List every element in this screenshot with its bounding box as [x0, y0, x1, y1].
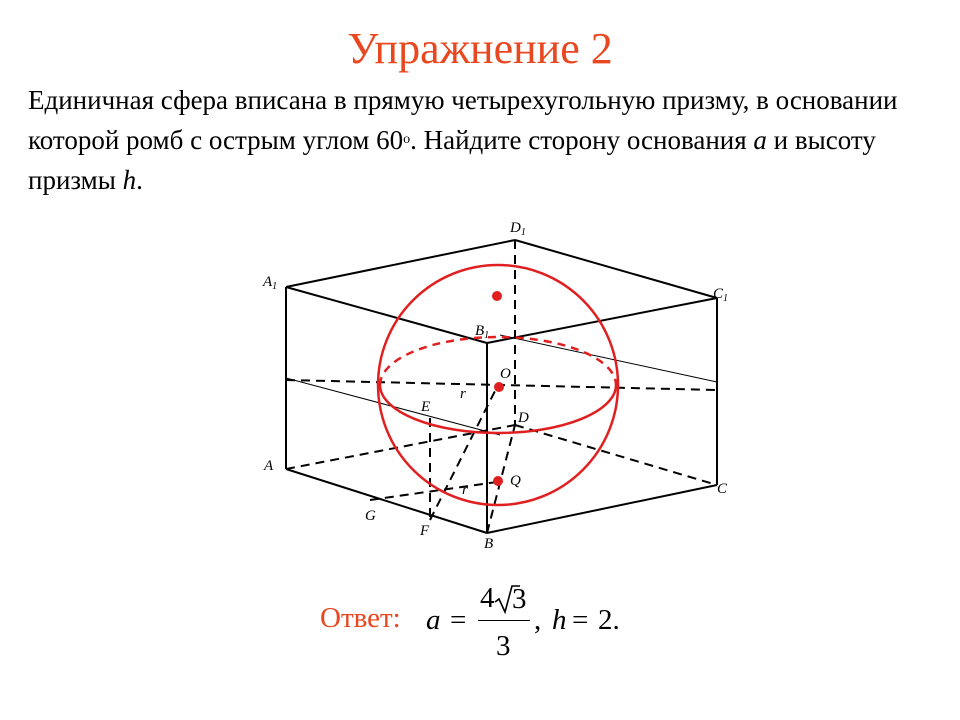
- formula-num-4: 4: [480, 582, 495, 614]
- problem-statement: [28, 80, 928, 200]
- label-b: B: [484, 536, 494, 552]
- problem-text-4: .: [136, 165, 143, 195]
- label-a: A: [264, 458, 274, 474]
- label-d1: $D_1$: [510, 220, 526, 238]
- variable-a: a: [753, 125, 767, 155]
- label-b1: $B_1$: [475, 323, 490, 341]
- label-o: O: [500, 366, 511, 382]
- label-q: Q: [510, 473, 521, 489]
- page-title: Упражнение 2: [347, 24, 613, 73]
- label-a1: $A_1$: [263, 274, 278, 292]
- label-c1: $C_1$: [713, 286, 729, 304]
- formula-h: h: [552, 604, 567, 636]
- variable-h: h: [122, 165, 137, 195]
- answer-formula: [420, 580, 650, 670]
- answer-label: Ответ:: [320, 602, 401, 634]
- key-points: [492, 291, 504, 486]
- label-r-bottom: r: [462, 482, 468, 498]
- degree-mark: o: [403, 132, 411, 147]
- formula-num-3: 3: [512, 583, 527, 615]
- point-top: [492, 291, 502, 301]
- formula-eq1: =: [450, 604, 467, 636]
- point-o: [494, 382, 504, 392]
- problem-text-3: и высоту призмы: [28, 125, 876, 195]
- label-g: G: [365, 508, 376, 524]
- label-d: D: [518, 410, 529, 426]
- point-q: [493, 476, 503, 486]
- formula-h-value: 2.: [598, 604, 620, 636]
- formula-denominator: 3: [496, 630, 511, 662]
- problem-text-1: Единичная сфера вписана в прямую четырехугольную призму, в основании которой ромб с острым углом 60: [28, 85, 898, 155]
- fraction-bar: [478, 620, 530, 621]
- label-f: F: [420, 523, 430, 539]
- label-r-top: r: [460, 386, 466, 402]
- formula-eq2: =: [572, 604, 589, 636]
- label-e: E: [421, 399, 431, 415]
- problem-text-2: . Найдите сторону основания: [410, 125, 754, 155]
- formula-a: a: [426, 604, 441, 636]
- prism-sphere-figure: [240, 210, 760, 560]
- label-c: C: [717, 481, 728, 497]
- formula-comma: ,: [534, 604, 542, 636]
